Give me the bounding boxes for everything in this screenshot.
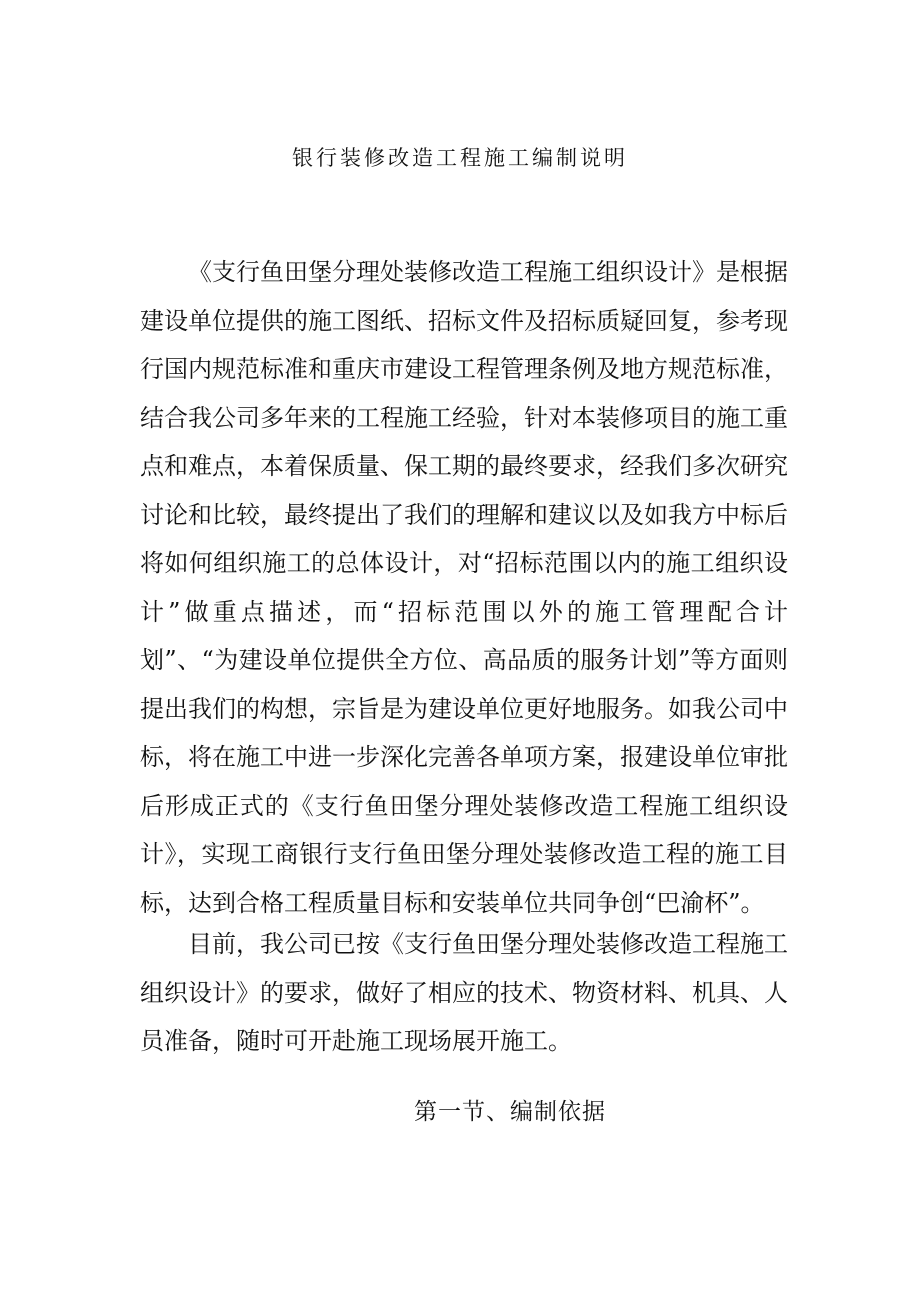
body-paragraph-intro: 《支行鱼田堡分理处装修改造工程施工组织设计》是根据建设单位提供的施工图纸、招标文件及招标质疑回复，参考现行国内规范标准和重庆市建设工程管理条例及地方规范标准，结合我公司多年来的工程施工经验，针对本装修项目的施工重点和难点，本着保质量、保工期的最终要求，经我们多次研究讨论和比较，最终提出了我们的理解和建议以及如我方中标后将如何组织施工的总体设计，对“招标范围以内的施工组织设计”做重点描述，而“招标范围以外的施工管理配合计划”、“为建设单位提供全方位、高品质的服务计划”等方面则提出我们的构想，宗旨是为建设单位更好地服务。如我公司中标，将在施工中进一步深化完善各单项方案，报建设单位审批后形成正式的《支行鱼田堡分理处装修改造工程施工组织设计》，实现工商银行支行鱼田堡分理处装修改造工程的施工目标，达到合格工程质量目标和安装单位共同争创“巴渝杯”。 bbox=[140, 258, 788, 917]
section-heading: 第一节、编制依据 bbox=[414, 1099, 606, 1125]
document-title: 银行装修改造工程施工编制说明 bbox=[292, 146, 628, 170]
body-paragraph-readiness: 目前，我公司已按《支行鱼田堡分理处装修改造工程施工组织设计》的要求，做好了相应的技术、物资材料、机具、人员准备，随时可开赴施工现场展开施工。 bbox=[140, 930, 788, 1055]
